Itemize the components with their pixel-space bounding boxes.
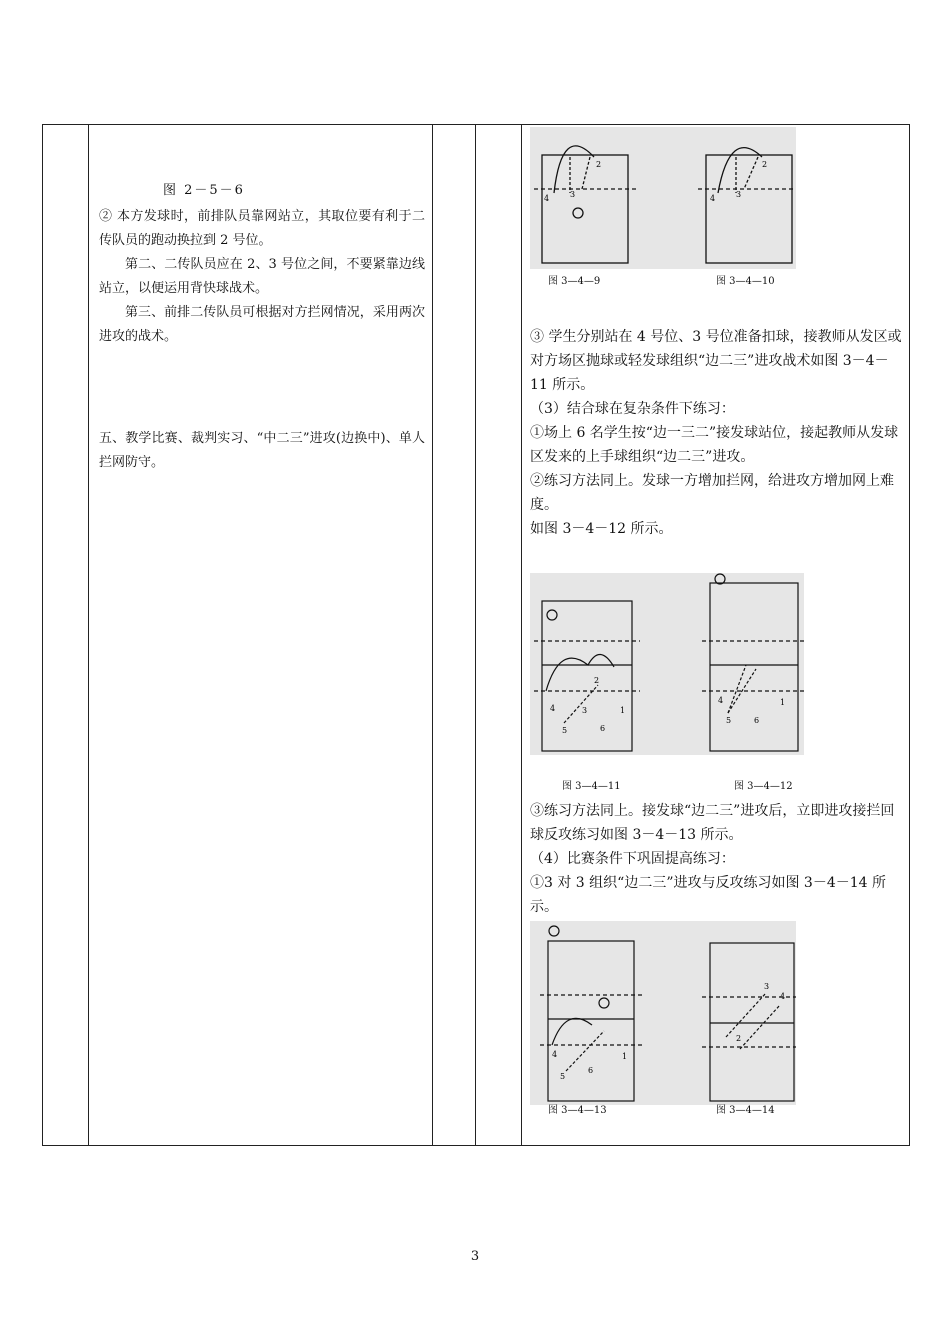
court-diagram-13-14 bbox=[530, 921, 796, 1105]
pos-label-4f: 4 bbox=[780, 992, 786, 1001]
table-cell-content-left bbox=[89, 125, 433, 1146]
pos-label-2b: 2 bbox=[762, 160, 768, 169]
text-counter-attack: ③练习方法同上。接发球“边二三”进攻后，立即进攻接拦回球反攻练习如图 3－4－13 所示。 bbox=[530, 803, 895, 843]
pos-label-5c: 5 bbox=[562, 726, 568, 735]
pos-label-1e: 1 bbox=[622, 1052, 628, 1061]
text-figure-12-ref: 如图 3－4－12 所示。 bbox=[530, 521, 673, 537]
pos-label-4d: 4 bbox=[718, 696, 724, 705]
table-cell-col1 bbox=[43, 125, 89, 1146]
page-number: 3 bbox=[470, 1249, 480, 1264]
caption-3-4-11: 图 3—4—11 bbox=[562, 781, 621, 792]
pos-label-5e: 5 bbox=[560, 1072, 566, 1081]
pos-label-2a: 2 bbox=[596, 160, 602, 169]
text-blocking-added: ②练习方法同上。发球一方增加拦网，给进攻方增加网上难度。 bbox=[530, 473, 894, 513]
pos-label-3f: 3 bbox=[764, 982, 770, 991]
pos-label-3b: 3 bbox=[736, 190, 742, 199]
court-diagram-9-10 bbox=[530, 127, 796, 269]
pos-label-4a: 4 bbox=[544, 194, 550, 203]
court-diagram-11-12 bbox=[530, 573, 804, 755]
pos-label-3a: 3 bbox=[570, 190, 576, 199]
pos-label-1c: 1 bbox=[620, 706, 626, 715]
table-cell-content-right bbox=[522, 125, 910, 1146]
text-match-conditions: （4）比赛条件下巩固提高练习： bbox=[530, 851, 735, 867]
caption-3-4-9: 图 3—4—9 bbox=[548, 276, 601, 287]
pos-label-4b: 4 bbox=[710, 194, 716, 203]
paragraph-second-attack: 第三、前排二传队员可根据对方拦网情况，采用两次进攻的战术。 bbox=[99, 305, 425, 344]
pos-label-4c: 4 bbox=[550, 704, 556, 713]
pos-label-4e: 4 bbox=[552, 1050, 558, 1059]
pos-label-6e: 6 bbox=[588, 1066, 594, 1075]
caption-3-4-10: 图 3—4—10 bbox=[716, 276, 775, 287]
table-cell-col4 bbox=[476, 125, 522, 1146]
pos-label-2c: 2 bbox=[594, 676, 600, 685]
lesson-plan-table bbox=[42, 124, 910, 1146]
caption-3-4-14: 图 3—4—14 bbox=[716, 1105, 775, 1116]
figure-3-4-9-10 bbox=[530, 127, 796, 287]
text-spike-practice: ③ 学生分别站在 4 号位、3 号位准备扣球，接教师从发区或对方场区抛球或轻发球组织“边二三”进攻战术如图 3－4－11 所示。 bbox=[530, 329, 902, 393]
pos-label-6d: 6 bbox=[754, 716, 760, 725]
pos-label-1d: 1 bbox=[780, 698, 786, 707]
section-heading-teaching-match: 五、教学比赛、裁判实习、“中二三”进攻(边换中)、单人拦网防守。 bbox=[99, 431, 425, 470]
paragraph-serve-positioning: ② 本方发球时，前排队员靠网站立，其取位要有利于二传队员的跑动换拉到 2 号位。 bbox=[99, 209, 425, 248]
figure-3-4-11-12 bbox=[530, 573, 804, 792]
text-three-vs-three: ①3 对 3 组织“边二三”进攻与反攻练习如图 3－4－14 所示。 bbox=[530, 875, 887, 915]
pos-label-5d: 5 bbox=[726, 716, 732, 725]
paragraph-setter-position: 第二、二传队员应在 2、3 号位之间，不要紧靠边线站立，以便运用背快球战术。 bbox=[99, 257, 425, 296]
figure-caption: 图 2－5－6 bbox=[163, 183, 245, 198]
table-cell-col3 bbox=[433, 125, 476, 1146]
pos-label-3c: 3 bbox=[582, 706, 588, 715]
text-six-students: ①场上 6 名学生按“边一三二”接发球站位，接起教师从发球区发来的上手球组织“边二三”进攻。 bbox=[530, 425, 899, 465]
caption-3-4-13: 图 3—4—13 bbox=[548, 1105, 607, 1116]
caption-3-4-12: 图 3—4—12 bbox=[734, 781, 793, 792]
text-complex-conditions: （3）结合球在复杂条件下练习： bbox=[530, 401, 735, 417]
pos-label-2f: 2 bbox=[736, 1034, 742, 1043]
figure-3-4-13-14 bbox=[530, 921, 796, 1116]
pos-label-6c: 6 bbox=[600, 724, 606, 733]
